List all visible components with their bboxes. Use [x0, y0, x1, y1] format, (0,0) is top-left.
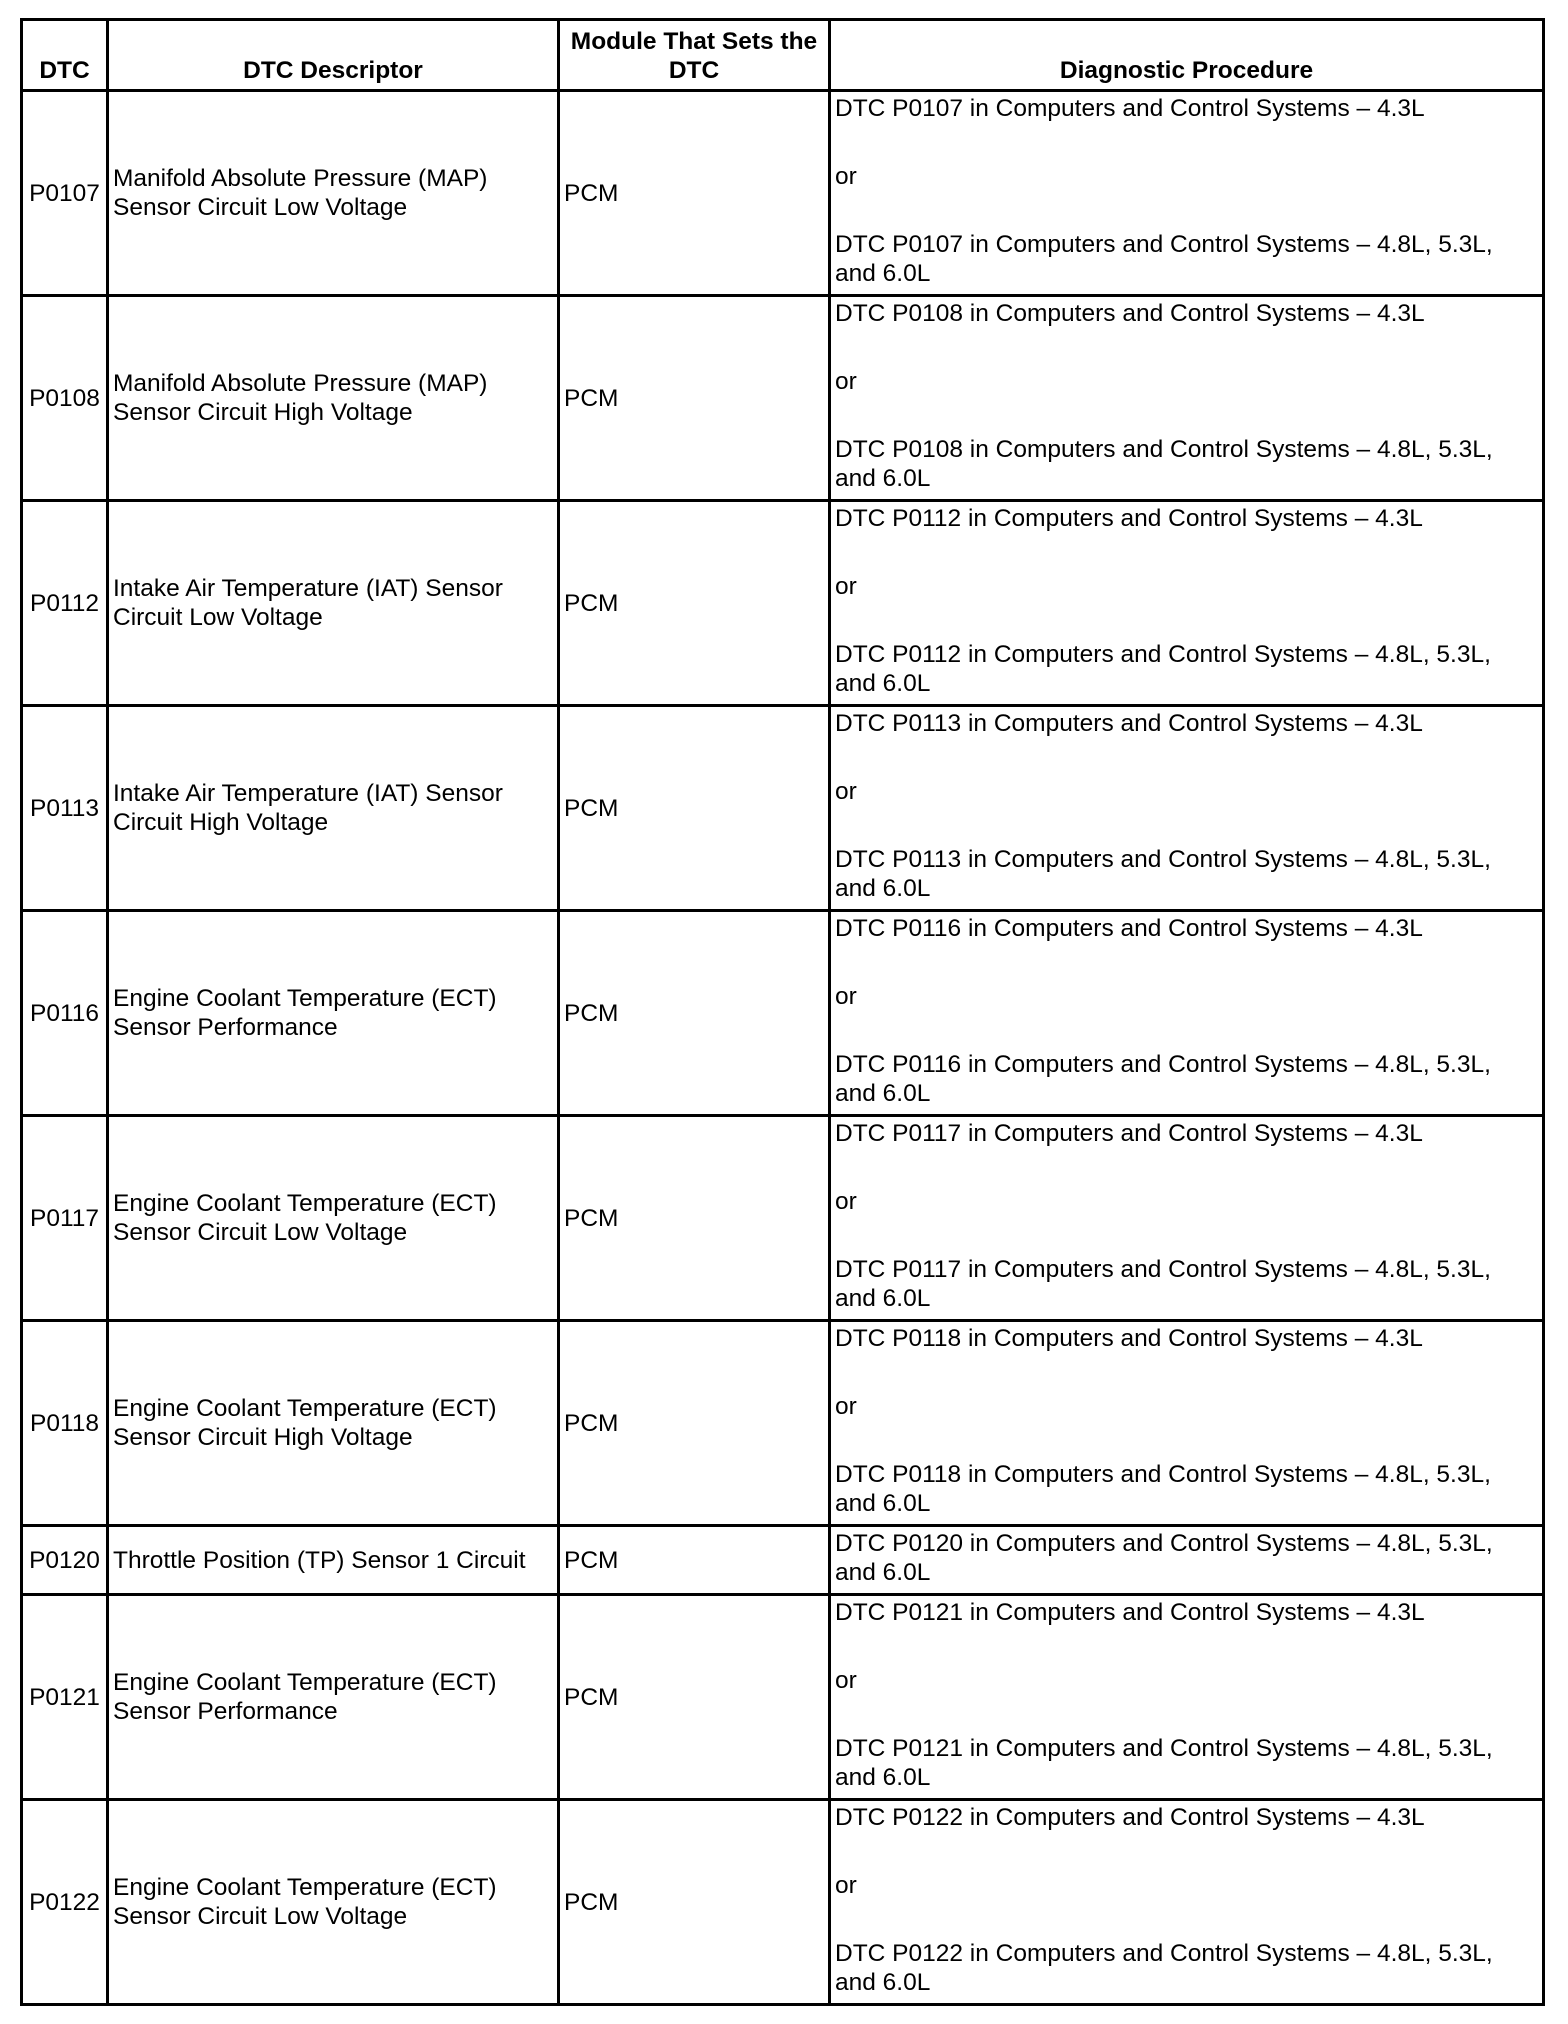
procedure-link-4-3l[interactable]: DTC P0113 in Computers and Control Systems – 4.3L [835, 710, 1423, 737]
dtc-code: P0108 [22, 296, 108, 501]
dtc-module: PCM [559, 911, 830, 1116]
dtc-code: P0112 [22, 501, 108, 706]
procedure-link-v8[interactable]: DTC P0107 in Computers and Control Systems – 4.8L, 5.3L, and 6.0L [835, 231, 1493, 287]
procedure-link-v8[interactable]: DTC P0118 in Computers and Control Systems – 4.8L, 5.3L, and 6.0L [835, 1461, 1491, 1517]
procedure-link-4-3l[interactable]: DTC P0117 in Computers and Control Systems – 4.3L [835, 1120, 1423, 1147]
table-row [22, 1116, 1544, 1321]
procedure-link-v8[interactable]: DTC P0112 in Computers and Control Systems – 4.8L, 5.3L, and 6.0L [835, 641, 1491, 697]
table-body [22, 91, 1544, 2005]
procedure-link-4-3l[interactable]: DTC P0116 in Computers and Control Systems – 4.3L [835, 915, 1423, 942]
procedure-link-4-3l[interactable]: DTC P0121 in Computers and Control Systems – 4.3L [835, 1599, 1425, 1626]
dtc-descriptor: Intake Air Temperature (IAT) Sensor Circuit High Voltage [108, 706, 559, 911]
dtc-code: P0118 [22, 1321, 108, 1526]
procedure-link-4-3l[interactable]: DTC P0112 in Computers and Control Systems – 4.3L [835, 505, 1423, 532]
table-row [22, 1595, 1544, 1800]
dtc-module: PCM [559, 501, 830, 706]
procedure-link-v8[interactable]: DTC P0121 in Computers and Control Systems – 4.8L, 5.3L, and 6.0L [835, 1735, 1493, 1791]
dtc-module: PCM [559, 296, 830, 501]
header-dtc: DTC [22, 20, 108, 91]
table-row [22, 911, 1544, 1116]
dtc-code: P0107 [22, 91, 108, 296]
header-module: Module That Sets the DTC [559, 20, 830, 91]
dtc-module: PCM [559, 91, 830, 296]
dtc-descriptor: Engine Coolant Temperature (ECT) Sensor Circuit High Voltage [108, 1321, 559, 1526]
diagnostic-procedure [830, 501, 1544, 706]
procedure-link-4-3l[interactable]: DTC P0108 in Computers and Control Systems – 4.3L [835, 300, 1425, 327]
dtc-descriptor: Throttle Position (TP) Sensor 1 Circuit [108, 1526, 559, 1595]
procedure-or: or [835, 163, 857, 190]
dtc-module: PCM [559, 1800, 830, 2005]
dtc-descriptor: Intake Air Temperature (IAT) Sensor Circuit Low Voltage [108, 501, 559, 706]
procedure-or: or [835, 1188, 857, 1215]
procedure-or: or [835, 368, 857, 395]
table-header [22, 20, 1544, 91]
dtc-descriptor: Manifold Absolute Pressure (MAP) Sensor Circuit Low Voltage [108, 91, 559, 296]
diagnostic-procedure [830, 1800, 1544, 2005]
diagnostic-procedure [830, 1526, 1544, 1595]
table-row [22, 1526, 1544, 1595]
procedure-or: or [835, 778, 857, 805]
procedure-link-4-3l[interactable]: DTC P0118 in Computers and Control Systems – 4.3L [835, 1325, 1423, 1352]
procedure-link-v8[interactable]: DTC P0116 in Computers and Control Systems – 4.8L, 5.3L, and 6.0L [835, 1051, 1491, 1107]
diagnostic-procedure [830, 1321, 1544, 1526]
dtc-descriptor: Engine Coolant Temperature (ECT) Sensor Circuit Low Voltage [108, 1116, 559, 1321]
procedure-or: or [835, 1667, 857, 1694]
dtc-code: P0113 [22, 706, 108, 911]
procedure-or: or [835, 1393, 857, 1420]
dtc-descriptor: Engine Coolant Temperature (ECT) Sensor Performance [108, 1595, 559, 1800]
table-row [22, 91, 1544, 296]
header-procedure: Diagnostic Procedure [830, 20, 1544, 91]
dtc-module: PCM [559, 1321, 830, 1526]
dtc-code: P0120 [22, 1526, 108, 1595]
procedure-or: or [835, 983, 857, 1010]
table-row [22, 1321, 1544, 1526]
header-descriptor: DTC Descriptor [108, 20, 559, 91]
dtc-module: PCM [559, 1595, 830, 1800]
procedure-link-v8[interactable]: DTC P0117 in Computers and Control Systems – 4.8L, 5.3L, and 6.0L [835, 1256, 1491, 1312]
dtc-code: P0116 [22, 911, 108, 1116]
procedure-link-v8[interactable]: DTC P0113 in Computers and Control Systems – 4.8L, 5.3L, and 6.0L [835, 846, 1491, 902]
diagnostic-procedure [830, 1116, 1544, 1321]
table-row [22, 296, 1544, 501]
dtc-table [20, 18, 1545, 2006]
diagnostic-procedure [830, 296, 1544, 501]
dtc-module: PCM [559, 706, 830, 911]
procedure-link-v8[interactable]: DTC P0108 in Computers and Control Systems – 4.8L, 5.3L, and 6.0L [835, 436, 1493, 492]
dtc-code: P0117 [22, 1116, 108, 1321]
dtc-module: PCM [559, 1526, 830, 1595]
diagnostic-procedure [830, 91, 1544, 296]
procedure-link-4-3l[interactable]: DTC P0122 in Computers and Control Systems – 4.3L [835, 1804, 1425, 1831]
dtc-module: PCM [559, 1116, 830, 1321]
procedure-or: or [835, 573, 857, 600]
dtc-code: P0122 [22, 1800, 108, 2005]
table-row [22, 706, 1544, 911]
header-row [22, 20, 1544, 91]
dtc-code: P0121 [22, 1595, 108, 1800]
procedure-or: or [835, 1872, 857, 1899]
dtc-descriptor: Engine Coolant Temperature (ECT) Sensor Performance [108, 911, 559, 1116]
dtc-descriptor: Engine Coolant Temperature (ECT) Sensor Circuit Low Voltage [108, 1800, 559, 2005]
table-row [22, 501, 1544, 706]
table-row [22, 1800, 1544, 2005]
procedure-link-4-3l[interactable]: DTC P0107 in Computers and Control Systems – 4.3L [835, 95, 1425, 122]
procedure-link-v8[interactable]: DTC P0122 in Computers and Control Systems – 4.8L, 5.3L, and 6.0L [835, 1940, 1493, 1996]
diagnostic-procedure [830, 911, 1544, 1116]
procedure-link-v8[interactable]: DTC P0120 in Computers and Control Systems – 4.8L, 5.3L, and 6.0L [835, 1530, 1493, 1586]
diagnostic-procedure [830, 706, 1544, 911]
diagnostic-procedure [830, 1595, 1544, 1800]
dtc-descriptor: Manifold Absolute Pressure (MAP) Sensor Circuit High Voltage [108, 296, 559, 501]
